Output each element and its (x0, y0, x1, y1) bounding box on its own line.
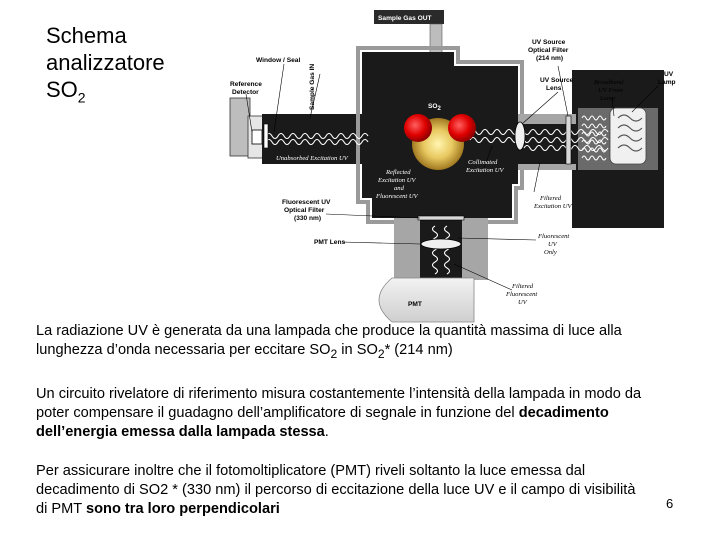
fluor-filter-label-3: (330 nm) (294, 215, 322, 222)
unabsorbed-label: Unabsorbed Excitation UV (276, 155, 348, 162)
window-seal-label: Window / Seal (256, 57, 301, 64)
filtered-fluor-label-3: UV (518, 299, 527, 306)
sample-gas-in-label: Sample Gas IN (309, 63, 316, 110)
p1-text-a: La radiazione UV è generata da una lampada che produce la quantità massima di luce alla lunghezza d’onda necessaria per eccitare SO (36, 323, 622, 358)
broadband-label-1: Broadband (594, 79, 624, 86)
reflected-label-2: Excitation UV (378, 177, 416, 184)
pmt-label: PMT (408, 301, 422, 308)
reference-detector (252, 130, 262, 144)
reference-housing (230, 98, 250, 156)
p2-text-a: Un circuito rivelatore di riferimento misura costantemente l’intensità della lampada in modo da poter compensare il guadagno dell’amplificatore di segnale in funzione del (36, 386, 642, 421)
slide-title (46, 22, 165, 111)
pmt-tube (379, 278, 474, 322)
reflected-label-3: and (394, 185, 404, 192)
p2-bold: decadimento dell’energia emessa dalla lampada stessa (36, 405, 609, 440)
p1-text-c: * (214 nm) (384, 342, 453, 358)
uv-lens-label-1: UV Source (540, 77, 574, 84)
uv-filter-label-3: (214 nm) (536, 55, 564, 62)
broadband-label-2: UV From (598, 87, 623, 94)
uv-lamp-label-1: UV (664, 71, 674, 78)
uv-lens-label-2: Lens (546, 85, 562, 92)
so2-label-prefix: SO (428, 103, 438, 110)
reference-detector-label-1: Reference (230, 81, 262, 88)
uv-source-filter (566, 116, 571, 164)
fluor-filter-label-1: Fluorescent UV (282, 199, 331, 206)
filtered-fluor-label-2: Fluorescent (506, 291, 538, 298)
paragraph-pmt (36, 462, 646, 519)
so2-analyzer-diagram (222, 6, 692, 324)
filtered-excitation-label-1: Filtered (540, 195, 561, 202)
p2-text-c: . (324, 424, 329, 440)
p1-text-b: in SO (337, 342, 378, 358)
fluor-filter-label-2: Optical Filter (284, 207, 325, 214)
window-seal (264, 124, 268, 148)
reflected-label-4: Fluorescent UV (376, 193, 418, 200)
paragraph-reference-circuit (36, 385, 676, 442)
analyzer-svg (222, 6, 692, 324)
pmt-lens (421, 239, 461, 249)
filtered-fluor-label-1: Filtered (512, 283, 533, 290)
uv-filter-label-2: Optical Filter (528, 47, 569, 54)
fluor-only-label-2: UV (548, 241, 557, 248)
reference-detector-label-2: Detector (232, 89, 259, 96)
fluor-only-label-1: Fluorescent (538, 233, 570, 240)
pmt-lens-label: PMT Lens (314, 239, 346, 246)
broadband-label-3: Lamp (600, 95, 616, 102)
reflected-label-1: Reflected (386, 169, 411, 176)
title-sub: 2 (77, 89, 86, 106)
uv-source-lens (515, 122, 525, 150)
filtered-excitation-label-2: Excitation UV (534, 203, 572, 210)
p3-text-a: Per assicurare inoltre che il fotomoltiplicatore (PMT) riveli soltanto la luce emessa dal decadimento di SO2 * (330 nm) il percorso di eccitazione della luce UV e il campo di visibilità di PMT (36, 463, 636, 517)
paragraph-uv-generation (36, 322, 676, 364)
collimated-label-1: Collimated (468, 159, 498, 166)
red-sphere-left (404, 114, 432, 142)
fluorescent-filter (418, 216, 464, 220)
page-number: 6 (666, 496, 674, 511)
p1-sub-2: 2 (377, 346, 385, 361)
so2-label-sub: 2 (437, 106, 441, 112)
title-so: SO (46, 77, 78, 102)
title-line-2: analizzatore (46, 50, 165, 75)
uv-filter-label-1: UV Source (532, 39, 566, 46)
red-sphere-right (448, 114, 476, 142)
p3-bold: sono tra loro perpendicolari (86, 501, 280, 517)
collimated-label-2: Excitation UV (466, 167, 504, 174)
fluor-only-label-3: Only (544, 249, 557, 256)
title-line-3 (46, 76, 165, 111)
p1-sub-1: 2 (330, 346, 338, 361)
uv-lamp-label-2: Lamp (658, 79, 676, 86)
title-line-1: Schema (46, 23, 127, 48)
sample-gas-out-label: Sample Gas OUT (378, 15, 432, 22)
